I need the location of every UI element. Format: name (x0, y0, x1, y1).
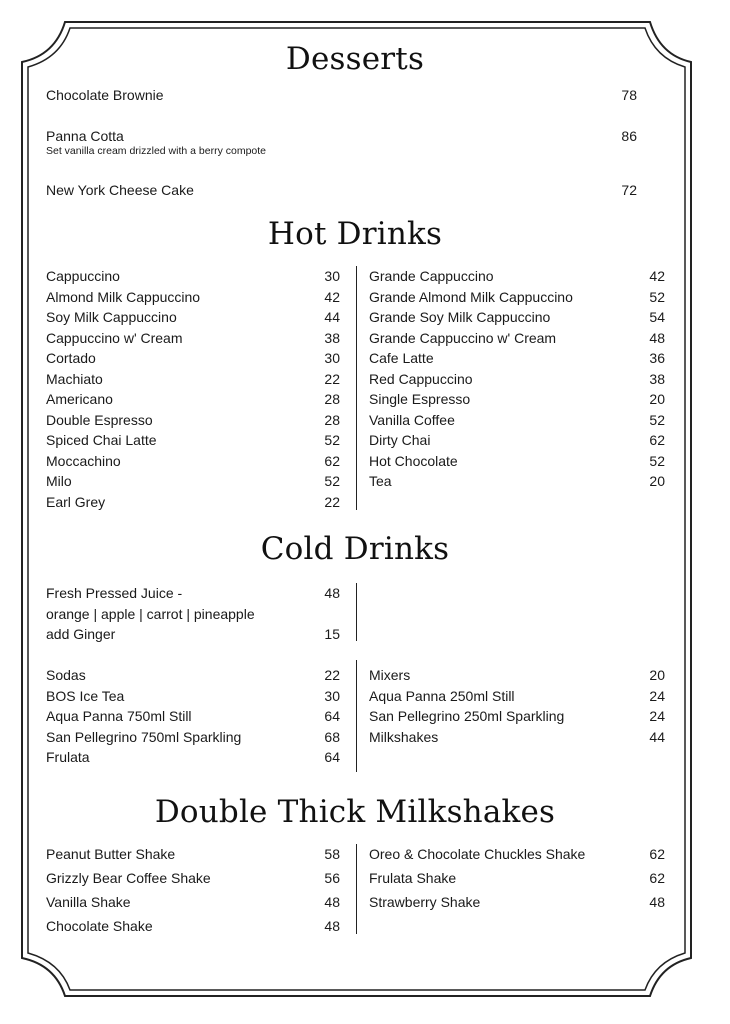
item-price: 42 (649, 268, 665, 284)
item-name: Earl Grey (46, 493, 106, 510)
menu-row (46, 370, 340, 391)
item-name: Cortado (46, 350, 96, 366)
menu-row (369, 411, 666, 432)
menu-row (46, 707, 340, 728)
menu-row (46, 411, 340, 432)
menu-row (46, 472, 340, 493)
item-price: 20 (649, 391, 665, 407)
item-name: Red Cappuccino (369, 370, 473, 387)
item-price: 22 (324, 493, 340, 510)
menu-row (369, 349, 666, 370)
dessert-price: 78 (621, 87, 637, 103)
item-price: 52 (649, 411, 665, 428)
heading-hot-drinks: Hot Drinks (267, 216, 443, 252)
item-name: Chocolate Shake (46, 918, 153, 934)
item-name: BOS Ice Tea (46, 687, 125, 704)
item-price: 52 (649, 452, 665, 469)
item-name: Machiato (46, 370, 103, 387)
item-price: 28 (324, 391, 340, 407)
item-name: Strawberry Shake (369, 894, 481, 910)
menu-row (46, 666, 340, 687)
item-price: 44 (649, 728, 665, 745)
dessert-price: 72 (621, 182, 637, 198)
menu-row (369, 267, 666, 288)
item-name: Grizzly Bear Coffee Shake (46, 870, 211, 886)
item-price: 22 (324, 370, 340, 387)
item-price: 30 (324, 268, 340, 284)
item-name: Vanilla Shake (46, 894, 131, 910)
item-price: 22 (324, 667, 340, 683)
item-name: Cappuccino (46, 268, 120, 284)
heading-desserts: Desserts (285, 41, 425, 77)
menu-row (46, 308, 340, 329)
column-divider (356, 583, 357, 641)
item-price: 54 (649, 309, 665, 325)
item-name: Dirty Chai (369, 432, 431, 448)
item-name: Grande Soy Milk Cappuccino (369, 309, 551, 325)
item-name: Fresh Pressed Juice - (46, 585, 183, 601)
item-price: 52 (324, 473, 340, 489)
menu-row (369, 390, 666, 411)
dessert-description: Set vanilla cream drizzled with a berry compote (46, 145, 267, 157)
item-name: Aqua Panna 750ml Still (46, 708, 192, 724)
menu-row (369, 869, 666, 893)
item-price: 20 (649, 473, 665, 489)
menu-row (46, 893, 340, 917)
item-price: 68 (324, 728, 340, 745)
heading-cold-drinks: Cold Drinks (260, 531, 450, 567)
dessert-price: 86 (621, 128, 637, 144)
column-divider (356, 660, 357, 772)
milkshakes-left-column (46, 845, 340, 941)
menu-row (46, 687, 340, 708)
item-name: Moccachino (46, 452, 121, 469)
menu-row (46, 605, 340, 626)
item-price: 15 (324, 626, 340, 642)
item-name: Grande Cappuccino (369, 268, 494, 284)
item-name: Grande Cappuccino w' Cream (369, 329, 557, 346)
menu-row (369, 370, 666, 391)
menu-row (46, 748, 340, 769)
item-name: Almond Milk Cappuccino (46, 288, 201, 305)
item-price: 64 (324, 708, 340, 724)
item-name: Peanut Butter Shake (46, 846, 176, 862)
item-price: 52 (649, 288, 665, 305)
menu-row (46, 431, 340, 452)
item-name: Double Espresso (46, 411, 153, 428)
item-name: San Pellegrino 250ml Sparkling (369, 708, 565, 724)
item-price: 38 (324, 329, 340, 346)
menu-row (369, 472, 666, 493)
menu-row (46, 625, 340, 646)
menu-row (369, 893, 666, 917)
hot-drinks-left-column (46, 267, 340, 513)
cold-drinks-right-column (369, 666, 666, 748)
item-name: Single Espresso (369, 391, 471, 407)
milkshakes-right-column (369, 845, 666, 917)
menu-row (369, 687, 666, 708)
menu-row (46, 869, 340, 893)
item-name: Sodas (46, 667, 86, 683)
dessert-name: Panna Cotta (46, 128, 124, 144)
menu-row (369, 452, 666, 473)
menu-row (46, 728, 340, 749)
item-price: 58 (324, 846, 340, 862)
column-divider (356, 844, 357, 934)
item-price: 48 (324, 894, 340, 910)
item-name: Cafe Latte (369, 350, 434, 366)
menu-row (46, 845, 340, 869)
item-name: San Pellegrino 750ml Sparkling (46, 728, 242, 745)
item-price: 52 (324, 432, 340, 448)
menu-row (46, 584, 340, 605)
item-price: 30 (324, 687, 340, 704)
dessert-name: New York Cheese Cake (46, 182, 194, 198)
item-price: 24 (649, 687, 665, 704)
menu-row (369, 288, 666, 309)
item-name: Aqua Panna 250ml Still (369, 687, 515, 704)
item-name: Tea (369, 473, 392, 489)
item-name: Mixers (369, 667, 411, 683)
item-price: 44 (324, 309, 340, 325)
menu-row (369, 728, 666, 749)
menu-row (369, 329, 666, 350)
item-price: 48 (649, 329, 665, 346)
menu-row (46, 288, 340, 309)
juice-block (46, 584, 340, 646)
item-name: Spiced Chai Latte (46, 432, 157, 448)
item-price: 62 (649, 870, 665, 886)
item-name: Grande Almond Milk Cappuccino (369, 288, 573, 305)
item-name: Milkshakes (369, 728, 439, 745)
item-name: Cappuccino w' Cream (46, 329, 183, 346)
item-price: 24 (649, 708, 665, 724)
item-name: Milo (46, 473, 72, 489)
menu-row (369, 845, 666, 869)
item-name: add Ginger (46, 626, 116, 642)
item-name: Frulata Shake (369, 870, 457, 886)
item-price: 64 (324, 749, 340, 765)
menu-row (46, 390, 340, 411)
dessert-name: Chocolate Brownie (46, 87, 164, 103)
menu-row (369, 431, 666, 452)
item-price: 36 (649, 350, 665, 366)
menu-row (369, 308, 666, 329)
item-price: 20 (649, 667, 665, 683)
item-price: 28 (324, 411, 340, 428)
item-name: Americano (46, 391, 113, 407)
item-price: 62 (324, 452, 340, 469)
item-price: 30 (324, 350, 340, 366)
item-name: Soy Milk Cappuccino (46, 309, 177, 325)
item-price: 62 (649, 432, 665, 448)
item-price: 42 (324, 288, 340, 305)
menu-row (46, 329, 340, 350)
item-name: Frulata (46, 749, 90, 765)
menu-row (46, 452, 340, 473)
hot-drinks-right-column (369, 267, 666, 493)
menu-row (369, 707, 666, 728)
menu-row (369, 666, 666, 687)
heading-milkshakes: Double Thick Milkshakes (154, 794, 556, 830)
item-price: 48 (324, 918, 340, 934)
item-name: Oreo & Chocolate Chuckles Shake (369, 846, 586, 862)
item-price: 62 (649, 846, 665, 862)
item-price: 56 (324, 870, 340, 886)
item-name: Vanilla Coffee (369, 411, 455, 428)
item-price: 38 (649, 370, 665, 387)
menu-row (46, 917, 340, 941)
cold-drinks-left-column (46, 666, 340, 769)
menu-row (46, 493, 340, 514)
item-price: 48 (649, 894, 665, 910)
menu-row (46, 349, 340, 370)
menu-row (46, 267, 340, 288)
item-price: 48 (324, 585, 340, 601)
column-divider (356, 266, 357, 510)
item-name: orange | apple | carrot | pineapple (46, 605, 255, 622)
item-name: Hot Chocolate (369, 452, 458, 469)
